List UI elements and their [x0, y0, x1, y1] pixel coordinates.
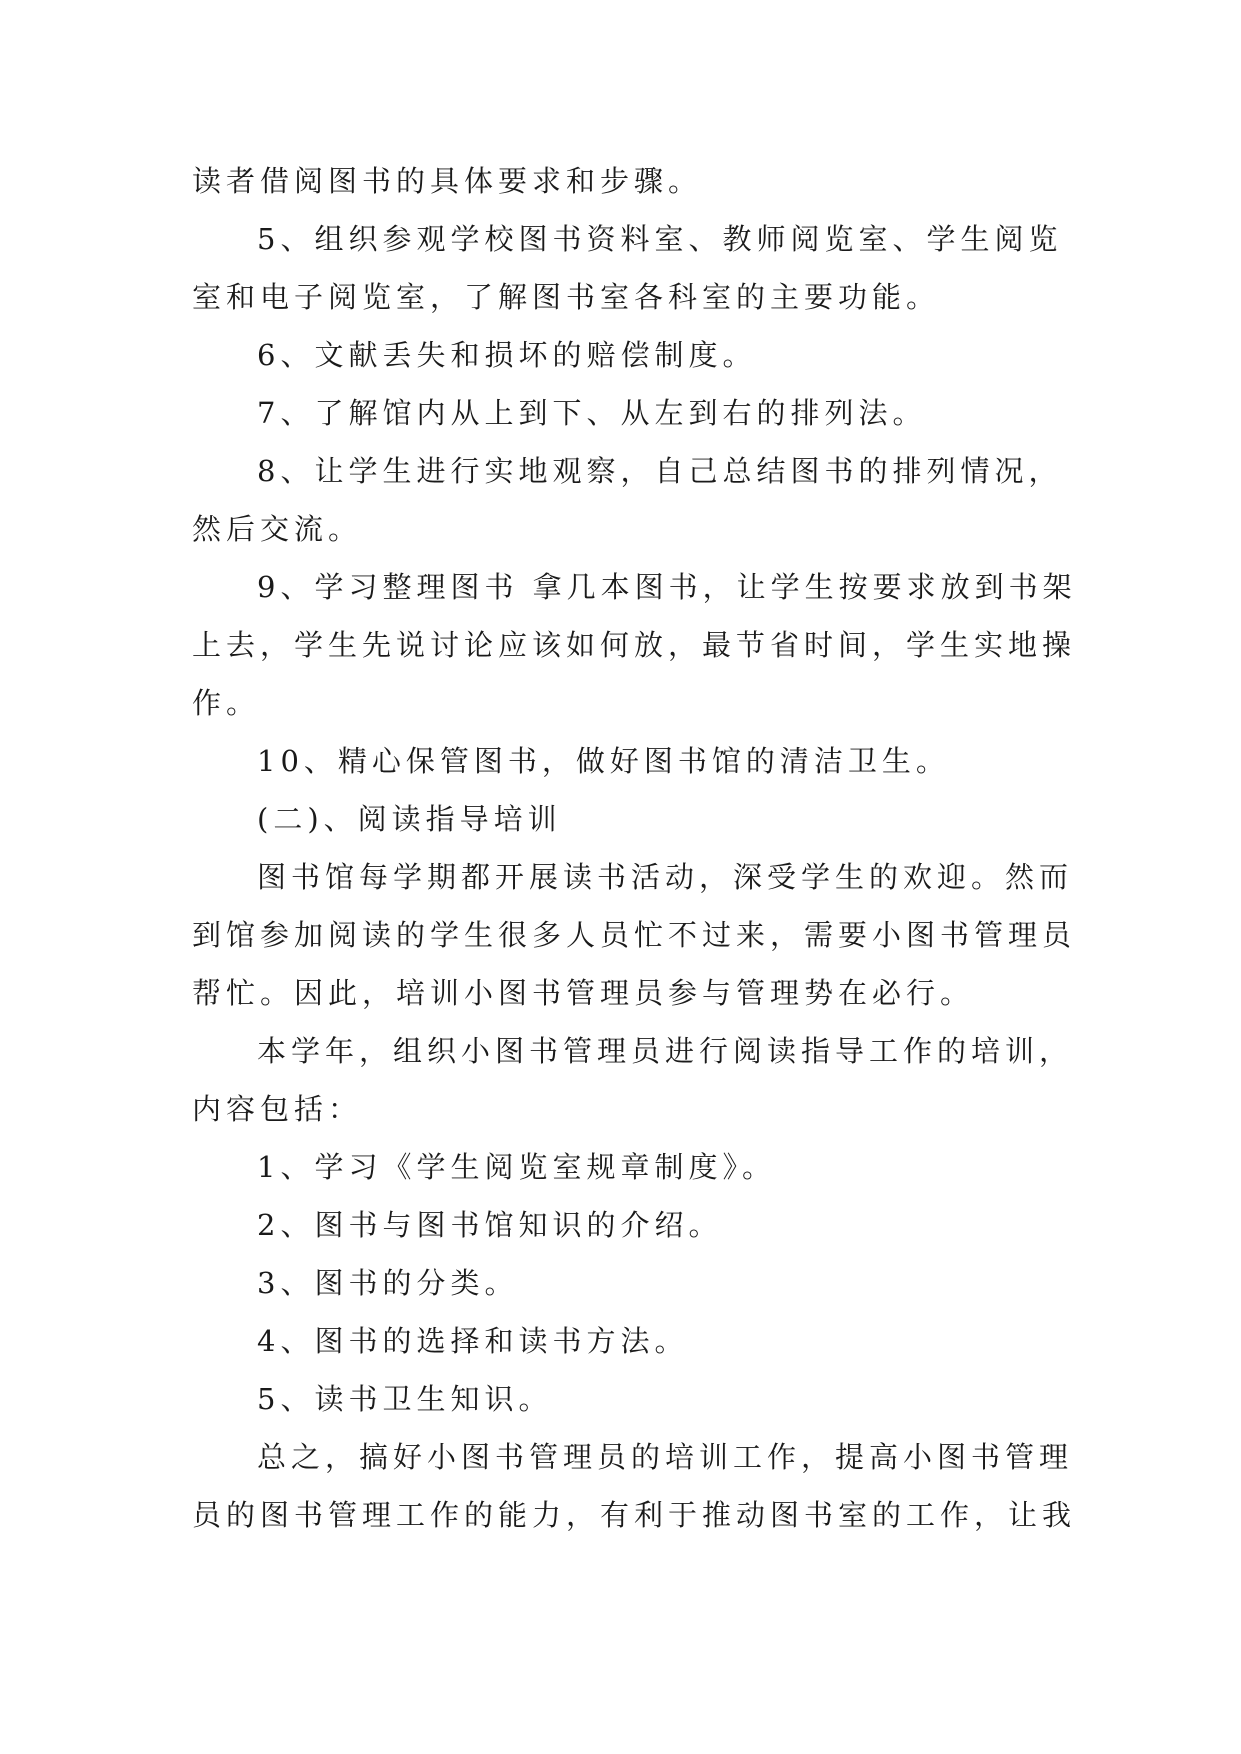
list-item: 2、图书与图书馆知识的介绍。: [257, 1208, 723, 1242]
text-line: 作。: [192, 686, 261, 720]
list-item: 5、读书卫生知识。: [257, 1382, 553, 1416]
text-line: 总之，搞好小图书管理员的培训工作，提高小图书管理: [257, 1440, 1074, 1474]
section-heading: (二)、阅读指导培训: [257, 802, 562, 836]
text-line: 图书馆每学期都开展读书活动，深受学生的欢迎。然而: [257, 860, 1074, 894]
text-line: 上去，学生先说讨论应该如何放，最节省时间，学生实地操: [192, 628, 1077, 662]
document-body: [192, 152, 1077, 1544]
list-item: 1、学习《学生阅览室规章制度》。: [257, 1150, 776, 1184]
text-line: 9、学习整理图书 拿几本图书，让学生按要求放到书架: [257, 570, 1077, 604]
list-item: 4、图书的选择和读书方法。: [257, 1324, 689, 1358]
text-line: 帮忙。因此，培训小图书管理员参与管理势在必行。: [192, 976, 975, 1010]
list-item: 3、图书的分类。: [257, 1266, 519, 1300]
text-line: 内容包括：: [192, 1092, 363, 1126]
text-line: 员的图书管理工作的能力，有利于推动图书室的工作，让我: [192, 1498, 1077, 1532]
text-line: 室和电子阅览室，了解图书室各科室的主要功能。: [192, 280, 941, 314]
text-line: 8、让学生进行实地观察，自己总结图书的排列情况，: [257, 454, 1063, 488]
text-line: 6、文献丢失和损坏的赔偿制度。: [257, 338, 757, 372]
text-line: 10、精心保管图书，做好图书馆的清洁卫生。: [257, 744, 950, 778]
text-line: 然后交流。: [192, 512, 363, 546]
text-line: 5、组织参观学校图书资料室、教师阅览室、学生阅览: [257, 222, 1063, 256]
text-line: 本学年，组织小图书管理员进行阅读指导工作的培训，: [257, 1034, 1074, 1068]
text-line: 7、了解馆内从上到下、从左到右的排列法。: [257, 396, 927, 430]
text-line: 读者借阅图书的具体要求和步骤。: [192, 164, 703, 198]
text-line: 到馆参加阅读的学生很多人员忙不过来，需要小图书管理员: [192, 918, 1077, 952]
